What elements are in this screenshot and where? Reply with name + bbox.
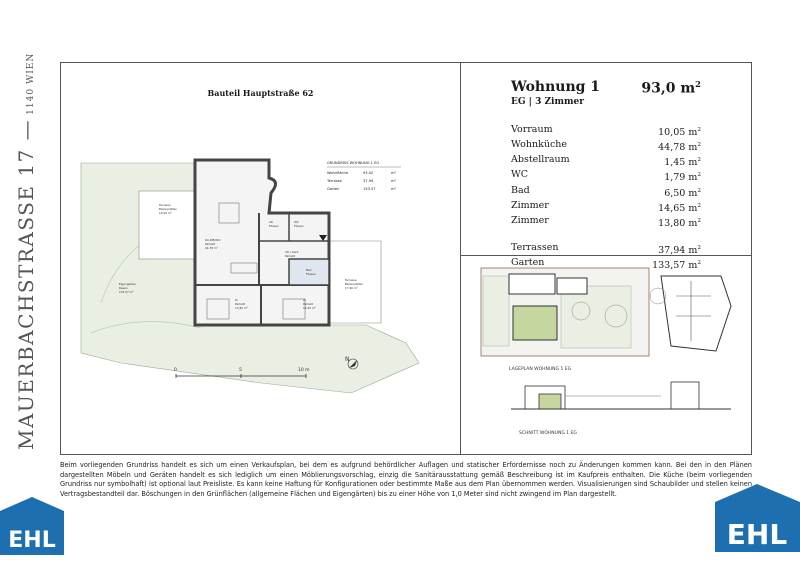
legend-value-wohnflaeche: 93.02 [363, 171, 374, 175]
unit-subtitle: EG | 3 Zimmer [511, 97, 584, 107]
legend-value-garten: 133.57 [363, 187, 376, 191]
label-ar: AR [269, 220, 273, 224]
legend-label-wohnflaeche: Wohnfläche [327, 171, 349, 175]
svg-text:Fliesen: Fliesen [294, 224, 304, 228]
room-row: Vorraum 10,05 $m^2$ [511, 124, 701, 139]
site-plan-panel [461, 256, 751, 454]
unit-total-area: 93,0 $m^2$ [641, 79, 701, 97]
svg-text:N: N [345, 356, 350, 363]
svg-text:Fliesen: Fliesen [306, 272, 316, 276]
lageplan-label: LAGEPLAN WOHNUNG 1 EG [509, 367, 572, 372]
scale-10: 10 m [298, 368, 310, 373]
room-row: Bad 6,50 $m^2$ [511, 184, 701, 199]
svg-text:Betonplatten: Betonplatten [159, 207, 178, 211]
svg-text:13.80 m²: 13.80 m² [235, 306, 248, 310]
outdoor-row: Terrassen 37,94 $m^2$ [511, 242, 701, 257]
outdoor-row: Garten 133,57 $m^2$ [511, 257, 701, 272]
room-row: Wohnküche 44,78 $m^2$ [511, 139, 701, 154]
label-vr: VR / Gard. [285, 250, 300, 254]
scale-5: 5 [239, 368, 242, 373]
building-block [557, 278, 587, 294]
svg-text:Parkett: Parkett [205, 242, 215, 246]
label-terrace-right: Terrasse [345, 278, 357, 282]
floor-plan-panel [61, 63, 461, 454]
scale-0: 0 [174, 368, 177, 373]
highlighted-unit [513, 306, 557, 340]
svg-text:EHL: EHL [8, 528, 56, 553]
label-zi1: Zi [235, 298, 238, 302]
svg-text:14.65 m²: 14.65 m² [303, 306, 316, 310]
svg-text:133.57 m²: 133.57 m² [119, 290, 134, 294]
ehl-logo-right [715, 484, 800, 552]
schnitt-label: SCHNITT WOHNUNG 1 EG [519, 431, 577, 436]
svg-text:Parkett: Parkett [285, 254, 295, 258]
ehl-logo-left [0, 497, 64, 555]
room-row: Abstellraum 1,45 $m^2$ [511, 154, 701, 169]
neighbour-block [661, 276, 731, 351]
label-terrace-left: Terrasse [159, 203, 171, 207]
plan-frame [60, 62, 752, 455]
svg-text:19.90 m²: 19.90 m² [159, 211, 172, 215]
unit-title: Wohnung 1 [511, 79, 601, 95]
svg-text:Rasen: Rasen [119, 286, 128, 290]
garden-patch [483, 276, 509, 346]
room-row: Zimmer 13,80 $m^2$ [511, 214, 701, 230]
section-highlight [539, 394, 561, 409]
label-garden: Eigengarten [119, 282, 137, 286]
street-name: MAUERBACHSTRASSE 17 — [14, 118, 38, 450]
floor-plan-drawing [61, 63, 460, 454]
svg-text:Parkett: Parkett [303, 302, 313, 306]
site-plan-drawing [461, 256, 751, 454]
project-address [14, 53, 38, 450]
garden-patch [561, 286, 631, 348]
legend-label-terrasse: Terrasse [327, 179, 342, 183]
label-zi2: Zi [303, 298, 306, 302]
terrace-left [139, 191, 194, 259]
room-list [511, 124, 701, 272]
legend-title: GRUNDRISS WOHNUNG 1 EG [327, 161, 380, 165]
legend-label-garten: Garten [327, 187, 340, 191]
label-bad: Bad [306, 268, 312, 272]
svg-text:Betonplatten: Betonplatten [345, 282, 364, 286]
svg-text:17.96 m²: 17.96 m² [345, 286, 358, 290]
svg-text:m²: m² [391, 171, 396, 175]
legend-value-terrasse: 37.94 [363, 179, 374, 183]
legal-disclaimer: Beim vorliegenden Grundriss handelt es sich um einen Verkaufsplan, bei dem es aufgrund behördlicher Auflagen und statischer Erfordernisse noch zu Änderungen kommen kann. Bei den in den Plänen dargestellten Möbeln und Geräten handelt es sich lediglich um einen Möblierungsvorschlag, einzig die Sanitärausstattung gemäß Beschreibung ist im Kaufpreis enthalten. Die Küche (beim vorliegenden Grundriss nur symbolhaft) ist optional laut Preisliste. Es kann keine Haftung für Konfigurationen oder bestimmte Maße aus dem Plan übernommen werden. Visualisierungen sind Schaubilder und stellen keinen Vertragsbestandteil dar. Böschungen in den Grünflächen (allgemeine Flächen und Eigengärten) bis zu einer Höhe von 1,0 Meter sind nicht zwingend im Plan dargestellt. [60, 461, 752, 498]
room-row: WC 1,79 $m^2$ [511, 169, 701, 184]
svg-text:Parkett: Parkett [235, 302, 245, 306]
svg-text:44.78 m²: 44.78 m² [205, 246, 218, 250]
label-wc: WC [294, 220, 299, 224]
unit-info-panel [461, 63, 751, 272]
svg-text:Fliesen: Fliesen [269, 224, 279, 228]
svg-text:m²: m² [391, 179, 396, 183]
svg-text:EHL: EHL [726, 518, 788, 551]
room-row: Zimmer 14,65 $m^2$ [511, 199, 701, 214]
label-living: KO-WB-WO [205, 238, 221, 242]
section-building [671, 382, 699, 409]
building-block [509, 274, 555, 294]
building-title: Bauteil Hauptstraße 62 [207, 88, 314, 98]
district: 1140 WIEN [26, 52, 36, 115]
svg-text:m²: m² [391, 187, 396, 191]
